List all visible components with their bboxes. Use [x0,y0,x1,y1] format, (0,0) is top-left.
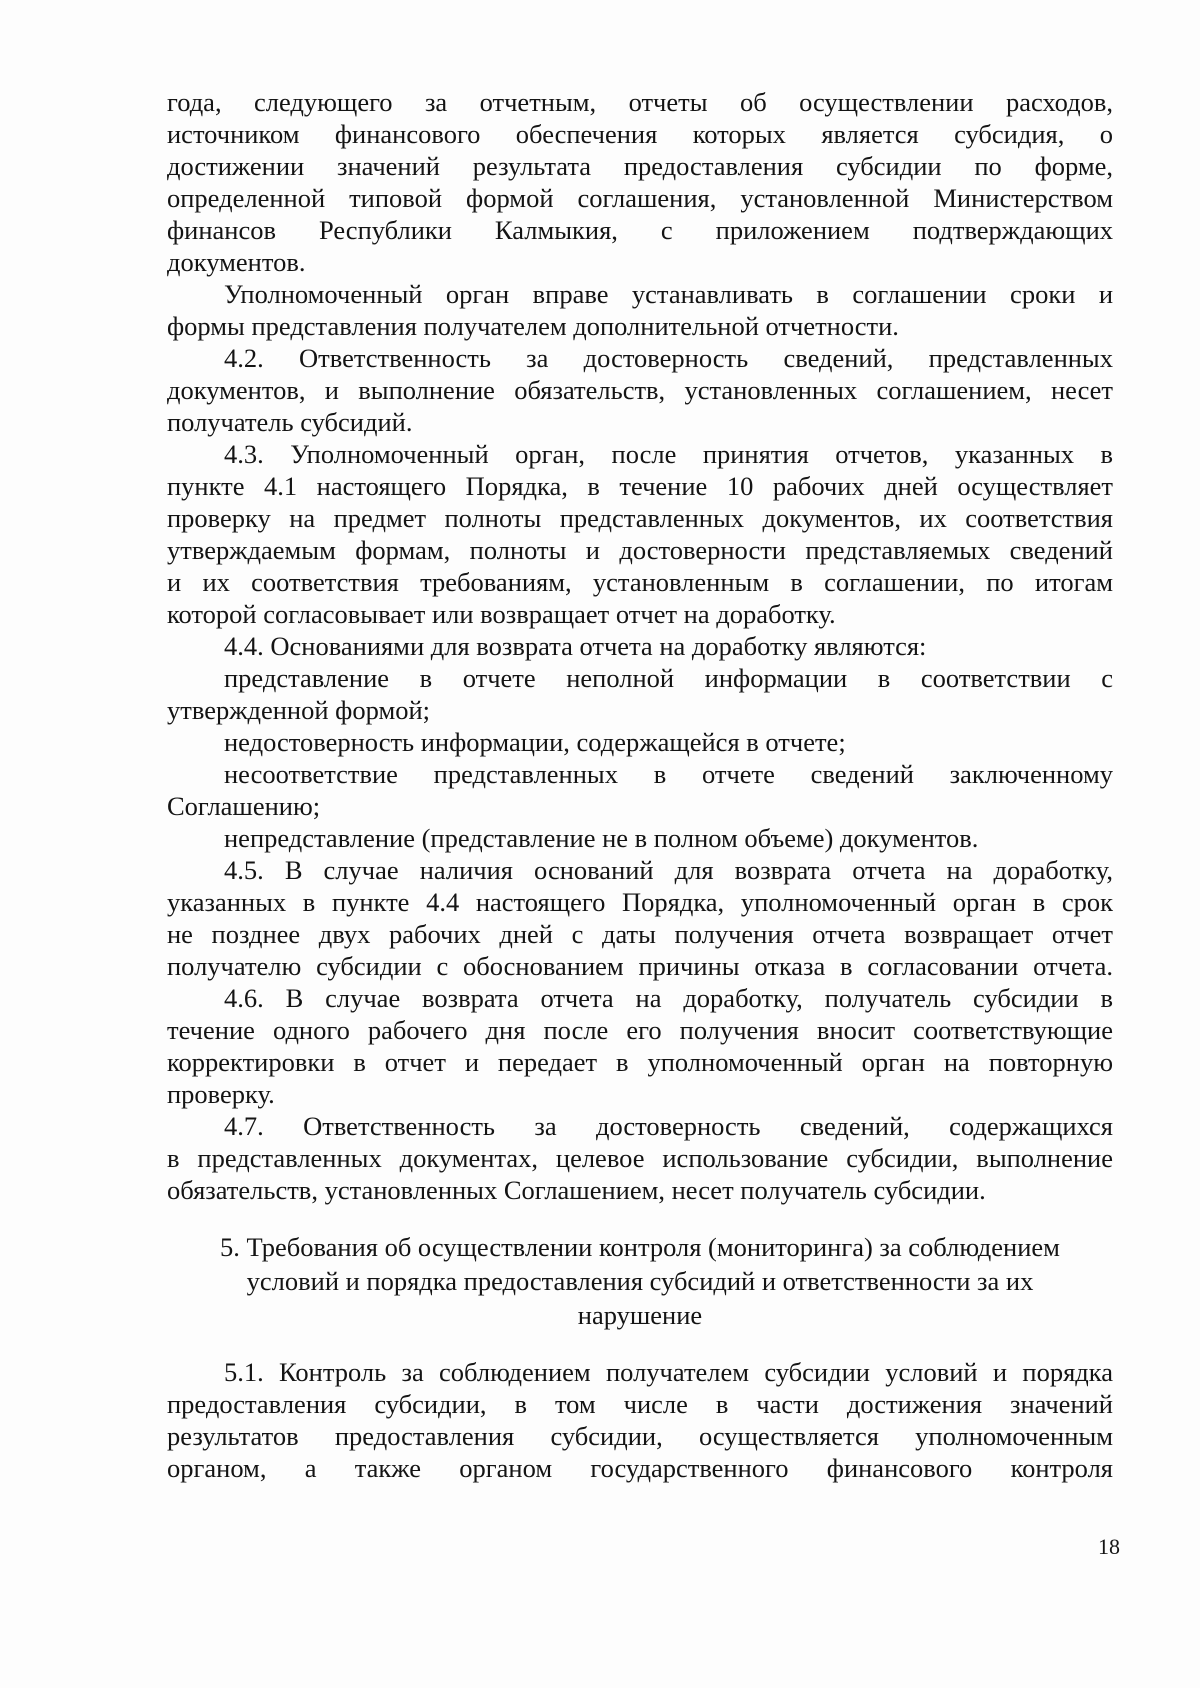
text-line: утверждаемым формам, полноты и достоверности представляемых сведений [167,535,1113,565]
text-line: года, следующего за отчетным, отчеты об осуществлении расходов, [167,87,1113,117]
text-line: указанных в пункте 4.4 настоящего Порядка, уполномоченный орган в срок [167,887,1113,917]
text-line: которой согласовывает или возвращает отчет на доработку. [167,599,836,629]
text-line: предоставления субсидии, в том числе в части достижения значений [167,1389,1113,1419]
text-line: недостоверность информации, содержащейся в отчете; [224,727,846,757]
document-body [167,86,1113,1484]
text-line: и их соответствия требованиям, установленным в соглашении, по итогам [167,567,1113,597]
text-line: 4.2. Ответственность за достоверность сведений, представленных [224,343,1113,373]
text-line: 4.5. В случае наличия оснований для возврата отчета на доработку, [224,855,1113,885]
text-line: проверку. [167,1079,275,1109]
text-line: непредставление (представление не в полном объеме) документов. [224,823,979,853]
text-line: финансов Республики Калмыкия, с приложением подтверждающих [167,215,1113,245]
text-line: обязательств, установленных Соглашением, несет получатель субсидии. [167,1175,986,1205]
text-line: органом, а также органом государственного финансового контроля [167,1453,1113,1483]
text-line: получатель субсидий. [167,407,413,437]
text-line: Соглашению; [167,791,321,821]
section-heading-line: условий и порядка предоставления субсидий и ответственности за их [246,1266,1034,1296]
text-line: формы представления получателем дополнительной отчетности. [167,311,899,341]
text-line: 4.3. Уполномоченный орган, после принятия отчетов, указанных в [224,439,1113,469]
text-line: документов. [167,247,306,277]
text-line: течение одного рабочего дня после его получения вносит соответствующие [167,1015,1113,1045]
text-line: в представленных документах, целевое использование субсидии, выполнение [167,1143,1113,1173]
text-line: Уполномоченный орган вправе устанавливать в соглашении сроки и [224,279,1113,309]
text-line: источником финансового обеспечения которых является субсидия, о [167,119,1113,149]
text-line: представление в отчете неполной информации в соответствии с [224,663,1113,693]
text-line: не позднее двух рабочих дней с даты получения отчета возвращает отчет [167,919,1113,949]
page-number: 18 [1098,1534,1120,1559]
text-line: достижении значений результата предоставления субсидии по форме, [167,151,1113,181]
text-line: результатов предоставления субсидии, осуществляется уполномоченным [167,1421,1113,1451]
text-line: определенной типовой формой соглашения, установленной Министерством [167,183,1113,213]
section-heading [167,1230,1113,1332]
text-line: пункте 4.1 настоящего Порядка, в течение 10 рабочих дней осуществляет [167,471,1113,501]
text-line: несоответствие представленных в отчете сведений заключенному [224,759,1113,789]
text-line: 4.6. В случае возврата отчета на доработку, получатель субсидии в [224,983,1113,1013]
text-line: утвержденной формой; [167,695,431,725]
text-line: корректировки в отчет и передает в уполномоченный орган на повторную [167,1047,1113,1077]
section-heading-line: нарушение [577,1300,703,1330]
text-line: получателю субсидии с обоснованием причины отказа в согласовании отчета. [167,951,1113,981]
text-line: проверку на предмет полноты представленных документов, их соответствия [167,503,1113,533]
text-line: 5.1. Контроль за соблюдением получателем субсидии условий и порядка [224,1357,1113,1387]
text-line: 4.7. Ответственность за достоверность сведений, содержащихся [224,1111,1113,1141]
section-heading-line: 5. Требования об осуществлении контроля (мониторинга) за соблюдением [220,1232,1060,1262]
text-line: 4.4. Основаниями для возврата отчета на доработку являются: [224,631,927,661]
text-line: документов, и выполнение обязательств, установленных соглашением, несет [167,375,1113,405]
